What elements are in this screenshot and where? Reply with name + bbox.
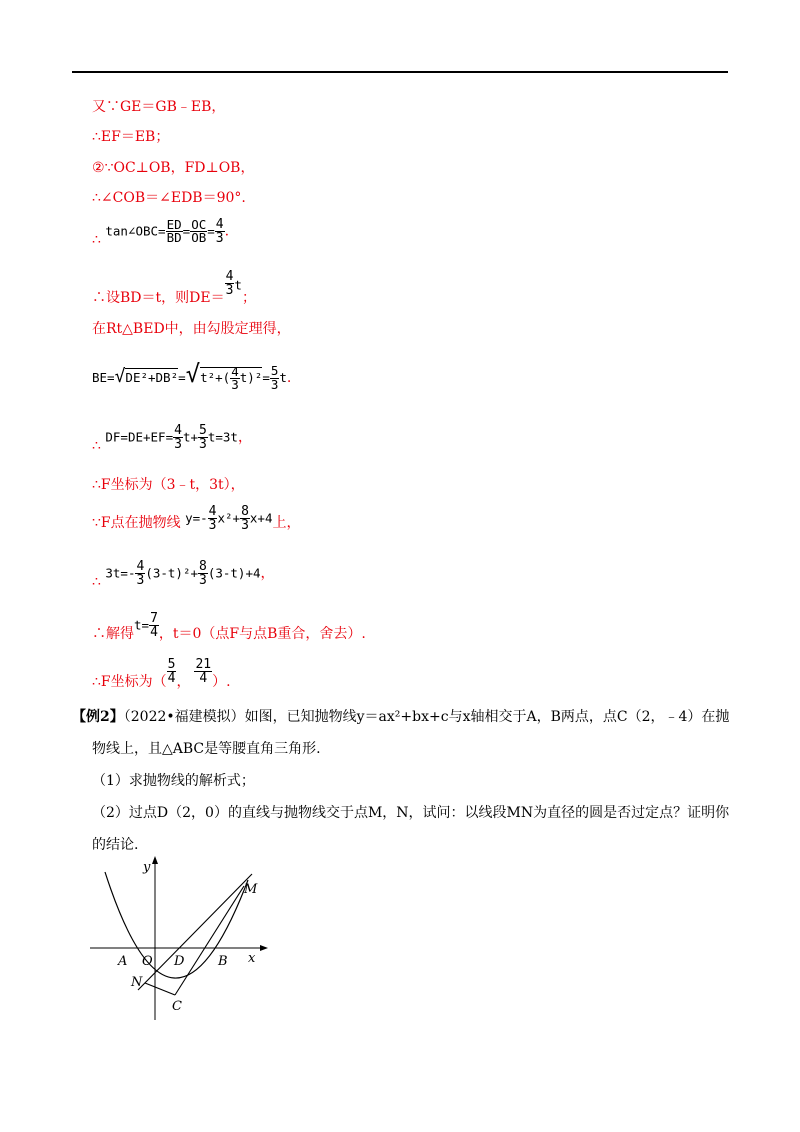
fraction-4-3-sub: $\frac{4}{3}$ bbox=[136, 559, 145, 588]
label-n: N bbox=[131, 975, 143, 990]
y-axis-arrow bbox=[152, 856, 158, 864]
fraction-4-3-inner: $\frac{4}{3}$ bbox=[231, 363, 239, 392]
label-c: C bbox=[172, 999, 182, 1014]
question-2: （2）过点D（2，0）的直线与抛物线交于点M，N，试问：以线段MN为直径的圆是否过定点？证明你 bbox=[92, 805, 730, 821]
tan-equation: ∴ tan∠OBC= $\frac{ED}{BD}$ = $\frac{OC}{OB}$ = $\frac{4}{3}$ . bbox=[92, 216, 230, 248]
fraction-4-3-de: $\frac{4}{3}$ bbox=[225, 269, 234, 298]
fraction-7-4: $\frac{7}{4}$ bbox=[150, 611, 158, 640]
solution-line-2: ∴EF＝EB； bbox=[92, 129, 170, 145]
fraction-5-4: $\frac{5}{4}$ bbox=[167, 657, 176, 686]
example-tag: 【例2】 bbox=[72, 709, 124, 725]
solution-line-6: ∴设BD＝t，则DE＝ $\frac{4}{3}$ t； bbox=[92, 269, 256, 306]
pythagoras-equation: BE=√DE²+DB²=√t²+( $\frac{4}{3}$ t)²= $\frac{5}{3}$ t. bbox=[92, 360, 292, 392]
fraction-5-3-df: $\frac{5}{3}$ bbox=[199, 423, 207, 452]
solution-line-1: 又∵GE＝GB﹣EB， bbox=[92, 99, 226, 115]
fraction-4-3: $\frac{4}{3}$ bbox=[215, 217, 224, 246]
circled-two-mark: ② bbox=[92, 160, 105, 176]
fraction-8-3-sub: $\frac{8}{3}$ bbox=[199, 559, 207, 588]
segment-nc bbox=[145, 983, 175, 995]
substitution-equation: ∴ 3t=- $\frac{4}{3}$ (3-t)²+ $\frac{8}{3}$ (3-t)+4， bbox=[92, 559, 275, 590]
fraction-4-3-df: $\frac{4}{3}$ bbox=[174, 423, 182, 452]
fraction-21-4: $\frac{21}{4}$ bbox=[195, 657, 212, 686]
label-x: x bbox=[248, 951, 256, 966]
label-b: B bbox=[218, 954, 228, 969]
solution-line-10: ∴F坐标为（3﹣t，3t）， bbox=[92, 477, 245, 493]
header-rule bbox=[72, 71, 728, 73]
label-a: A bbox=[118, 954, 128, 969]
x-axis-arrow bbox=[260, 945, 268, 951]
parabola-figure bbox=[80, 850, 280, 1025]
fraction-oc-ob: $\frac{OC}{OB}$ bbox=[191, 216, 207, 245]
fraction-ed-bd: $\frac{ED}{BD}$ bbox=[166, 216, 182, 245]
segment-cm bbox=[175, 886, 244, 995]
solution-line-14: ∴F坐标为（ $\frac{5}{4}$ ， $\frac{21}{4}$ ）. bbox=[92, 657, 231, 690]
fraction-5-3: $\frac{5}{3}$ bbox=[270, 363, 279, 392]
example-2-stem-cont: 物线上，且△ABC是等腰直角三角形. bbox=[92, 741, 321, 757]
fraction-8-3-parabola: $\frac{8}{3}$ bbox=[241, 504, 249, 533]
example-2-stem: 【例2】（2022•福建模拟）如图，已知抛物线y＝ax²+bx+c与x轴相交于A，B两点，点C（2，﹣4）在抛 bbox=[72, 709, 730, 725]
fraction-4-3-parabola: $\frac{4}{3}$ bbox=[208, 504, 217, 533]
solution-line-7: 在Rt△BED中，由勾股定理得， bbox=[92, 321, 291, 337]
solution-line-13: ∴解得t= $\frac{7}{4}$ ，t＝0（点F与点B重合，舍去）. bbox=[92, 611, 366, 642]
solution-line-4: ∴∠COB＝∠EDB＝90°. bbox=[92, 190, 246, 206]
label-d: D bbox=[174, 954, 185, 969]
question-1: （1）求抛物线的解析式； bbox=[92, 773, 255, 789]
solution-line-3: ②∵OC⊥OB，FD⊥OB， bbox=[92, 160, 255, 176]
label-y: y bbox=[143, 860, 151, 875]
parabola-condition: ∵F点在抛物线 y=- $\frac{4}{3}$ x²+ $\frac{8}{3}$ x+4上， bbox=[92, 504, 301, 533]
df-equation: ∴ DF=DE+EF= $\frac{4}{3}$ t+ $\frac{5}{3}$ t=3t， bbox=[92, 423, 252, 454]
label-o: O bbox=[142, 954, 153, 969]
label-m: M bbox=[244, 882, 258, 897]
question-2-cont: 的结论. bbox=[92, 837, 139, 853]
